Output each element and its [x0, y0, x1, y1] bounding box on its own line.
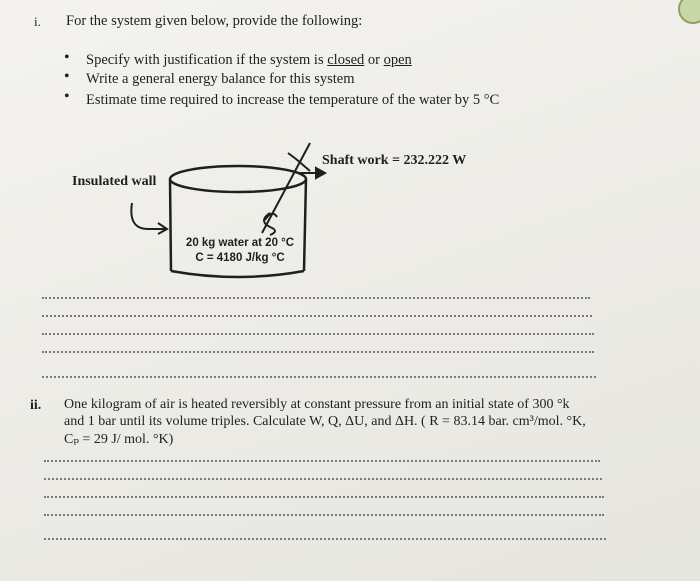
question-ii-line-2: and 1 bar until its volume triples. Calculate W, Q, ΔU, and ΔH. ( R = 83.14 bar. cm³/mol. °K,: [64, 414, 586, 429]
shaft-stirrer-icon: [262, 143, 310, 235]
bullet-1-mid: or: [364, 52, 384, 68]
question-ii-line-1: One kilogram of air is heated reversibly at constant pressure from an initial state of 300 °k: [64, 397, 570, 412]
bullet-2-text: Write a general energy balance for this system: [86, 71, 355, 87]
insulated-wall-arrow-icon: [131, 203, 167, 234]
answer-line[interactable]: [44, 496, 604, 498]
tank-line-1: 20 kg water at 20 °C: [185, 237, 295, 249]
answer-line[interactable]: [42, 315, 592, 317]
question-ii-number: ii.: [30, 398, 42, 413]
question-i-number: i.: [34, 14, 41, 29]
bullet-1-closed: closed: [327, 52, 365, 68]
answer-line[interactable]: [42, 297, 590, 299]
answer-line[interactable]: [44, 478, 602, 480]
answer-line[interactable]: [42, 333, 594, 335]
tank-line-2: C = 4180 J/kg °C: [195, 252, 285, 264]
bullet-1-pre: Specify with justification if the system is: [86, 52, 328, 68]
bullet-1-text: [86, 52, 412, 69]
answer-line[interactable]: [44, 460, 600, 462]
corner-sticker-icon: [678, 0, 700, 24]
bullet-1-open: open: [383, 52, 412, 68]
shaft-work-label: Shaft work = 232.222 W: [322, 153, 467, 168]
question-i-prompt: For the system given below, provide the following:: [66, 13, 363, 29]
answer-line[interactable]: [44, 514, 604, 516]
bullet-dot-icon: •: [64, 49, 70, 66]
insulated-wall-label: Insulated wall: [72, 174, 157, 189]
bullet-3-text: Estimate time required to increase the temperature of the water by 5 °C: [86, 92, 500, 108]
answer-line[interactable]: [42, 376, 596, 378]
bullet-dot-icon: •: [64, 68, 70, 85]
shaft-work-arrow-icon: [298, 168, 325, 178]
bullet-dot-icon: •: [64, 88, 70, 105]
answer-line[interactable]: [42, 351, 594, 353]
question-ii-line-3: Cₚ = 29 J/ mol. °K): [64, 432, 174, 447]
tank-contents-label: [180, 236, 300, 266]
tank-diagram: [120, 135, 340, 290]
answer-line[interactable]: [44, 538, 606, 540]
